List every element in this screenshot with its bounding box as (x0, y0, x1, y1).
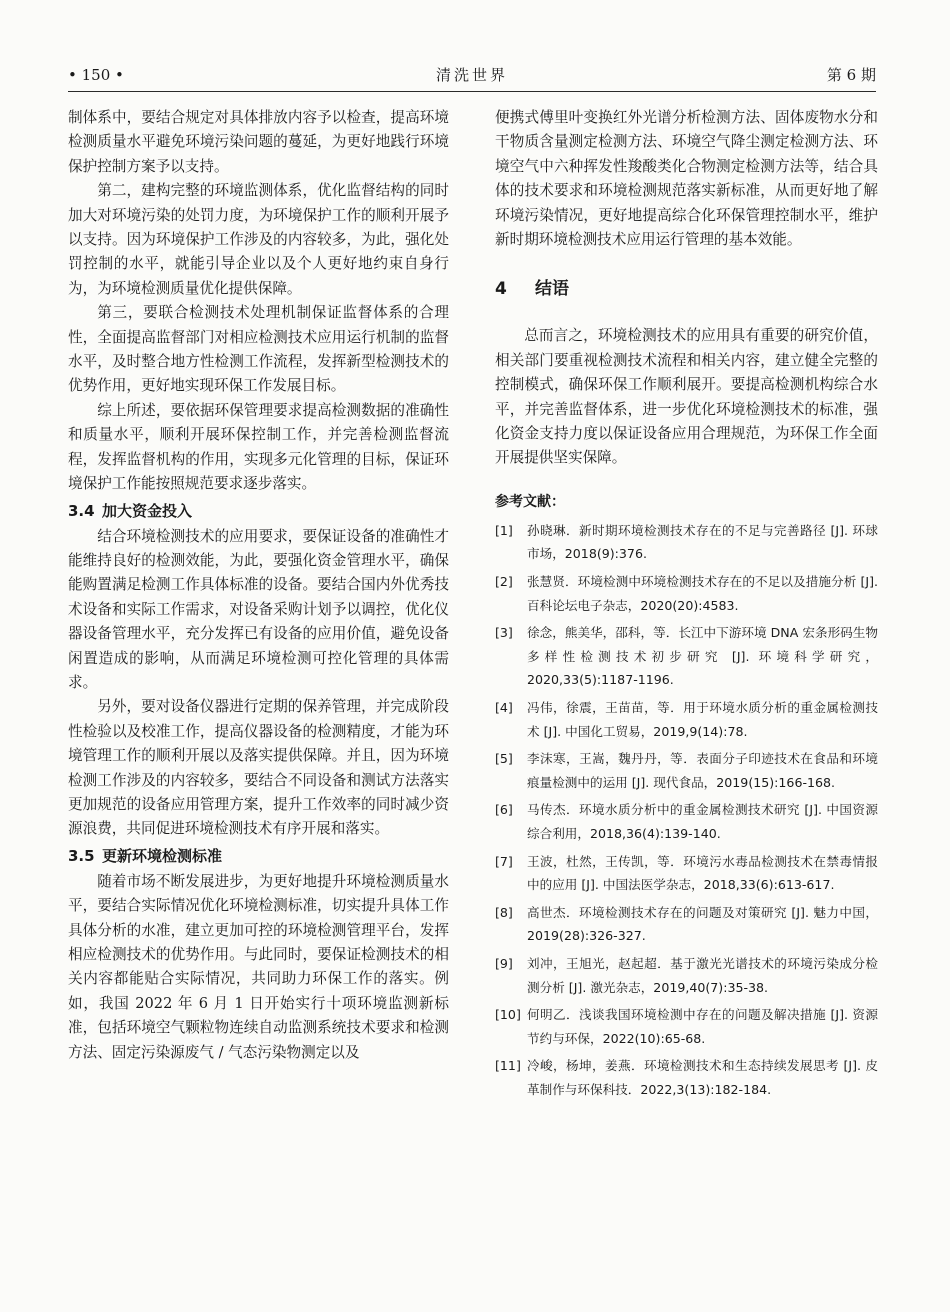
reference-item (495, 1003, 878, 1050)
paragraph: 总而言之，环境检测技术的应用具有重要的研究价值，相关部门要重视检测技术流程和相关内容，建立健全完整的控制模式，确保环保工作顺利展开。要提高检测机构综合水平，并完善监督体系，进一步优化环境检测技术的标准，强化资金支持力度以保证设备应用合理规范，为环保工作全面开展提供坚实保障。 (495, 327, 878, 467)
section-heading-3-4 (68, 497, 449, 525)
reference-number: [9] (495, 955, 513, 971)
section-title: 更新环境检测标准 (102, 846, 223, 865)
reference-text: 冷峻，杨坤，姜燕．环境检测技术和生态持续发展思考 [J]. 皮革制作与环保科技．2022,3(13):182-184. (527, 1058, 878, 1097)
journal-title: 清洗世界 (435, 66, 508, 84)
section-number: 3.4 (68, 501, 95, 520)
section-heading-4 (495, 276, 878, 302)
reference-text: 高世杰．环境检测技术存在的问题及对策研究 [J]. 魅力中国，2019(28):326-327. (527, 904, 878, 944)
paragraph: 随着市场不断发展进步，为更好地提升环境检测质量水平，要结合实际情况优化环境检测标准，切实提升具体工作具体分析的水准，建立更加可控的环境检测管理平台，发挥相应检测技术的优势作用。与此同时，要保证检测技术的相关内容都能贴合实际情况，共同助力环保工作的落实。例如，我国 2022 年 6 月 1 日开始实行十项环境监测新标准，包括环境空气颗粒物连续自动监测系统技术要求和检测方法、固定污染源废气 / 气态污染物测定以及 (68, 872, 449, 1061)
left-column (68, 106, 449, 1065)
reference-item (495, 747, 878, 794)
reference-text: 冯伟，徐震，王苗苗，等．用于环境水质分析的重金属检测技术 [J]. 中国化工贸易，2019,9(14):78. (527, 700, 878, 739)
reference-item (495, 696, 878, 743)
reference-number: [7] (495, 853, 513, 869)
reference-text: 李沫寒，王嵩，魏丹丹，等．表面分子印迹技术在食品和环境痕量检测中的运用 [J]. 现代食品，2019(15):166-168. (527, 751, 878, 790)
references-heading: 参考文献： (495, 493, 565, 510)
paragraph: 综上所述，要依据环保管理要求提高检测数据的准确性和质量水平，顺利开展环保控制工作，并完善检测监督流程，发挥监督机构的作用，实现多元化管理的目标，保证环境保护工作能按照规范要求逐步落实。 (68, 401, 449, 493)
reference-list (495, 519, 878, 1102)
reference-item (495, 952, 878, 999)
reference-text: 张慧贤．环境检测中环境检测技术存在的不足以及措施分析 [J]. 百科论坛电子杂志，2020(20):4583. (527, 574, 878, 613)
section-number: 4 (495, 279, 507, 300)
reference-text: 何明乙．浅谈我国环境检测中存在的问题及解决措施 [J]. 资源节约与环保，2022(10):65-68. (527, 1007, 878, 1046)
reference-number: [2] (495, 574, 513, 590)
paragraph: 制体系中，要结合规定对具体排放内容予以检查，提高环境检测质量水平避免环境污染问题的蔓延，为更好地践行环境保护控制方案予以支持。 (68, 109, 449, 175)
reference-number: [5] (495, 751, 513, 767)
reference-number: [11] (495, 1058, 521, 1074)
section-title: 加大资金投入 (102, 501, 193, 520)
page-number: • 150 • (68, 66, 124, 84)
paragraph: 便携式傅里叶变换红外光谱分析检测方法、固体废物水分和干物质含量测定检测方法、环境空气降尘测定检测方法、环境空气中六种挥发性羧酸类化合物测定检测方法等，结合具体的技术要求和环境检测规范落实新标准，从而更好地了解环境污染情况，更好地提高综合化环保管理控制水平，维护新时期环境检测技术应用运行管理的基本效能。 (495, 109, 878, 249)
reference-item (495, 798, 878, 845)
paragraph: 第三，要联合检测技术处理机制保证监督体系的合理性，全面提高监督部门对相应检测技术应用运行机制的监督水平，及时整合地方性检测工作流程，发挥新型检测技术的优势作用，更好地实现环保工作发展目标。 (68, 304, 449, 395)
reference-item (495, 519, 878, 566)
reference-number: [10] (495, 1007, 521, 1023)
reference-text: 徐念，熊美华，邵科，等．长江中下游环境 DNA 宏条形码生物多样性检测技术初步研究 [J]. 环境科学研究，2020,33(5):1187-1196. (527, 625, 878, 688)
paragraph: 结合环境检测技术的应用要求，要保证设备的准确性才能维持良好的检测效能，为此，要强化资金管理水平，确保能购置满足检测工作具体标准的设备。要结合国内外优秀技术设备和实际工作需求，对设备采购计划予以调控，优化仪器设备管理水平，充分发挥已有设备的应用价值，避免设备闲置造成的影响，从而满足环境检测可控化管理的具体需求。 (68, 527, 449, 691)
reference-number: [8] (495, 904, 513, 920)
right-column (495, 106, 878, 1106)
reference-number: [6] (495, 802, 513, 818)
reference-number: [3] (495, 625, 513, 641)
reference-item (495, 850, 878, 897)
reference-text: 孙晓琳．新时期环境检测技术存在的不足与完善路径 [J]. 环球市场，2018(9):376. (527, 522, 878, 562)
header-rule (68, 91, 876, 92)
paragraph: 第二，建构完整的环境监测体系，优化监督结构的同时加大对环境污染的处罚力度，为环境保护工作的顺利开展予以支持。因为环境保护工作涉及的内容较多，为此，强化处罚控制的水平，就能引导企业以及个人更好地约束自身行为，为环境检测质量优化提供保障。 (68, 182, 449, 297)
section-heading-3-5 (68, 842, 449, 870)
reference-item (495, 901, 878, 948)
reference-item (495, 1054, 878, 1101)
reference-text: 刘冲，王旭光，赵起超．基于激光光谱技术的环境污染成分检测分析 [J]. 激光杂志，2019,40(7):35-38. (527, 955, 878, 995)
section-title: 结语 (535, 279, 569, 300)
reference-text: 马传杰．环境水质分析中的重金属检测技术研究 [J]. 中国资源综合利用，2018,36(4):139-140. (527, 802, 878, 841)
running-header (68, 62, 876, 88)
reference-text: 王波，杜然，王传凯，等．环境污水毒品检测技术在禁毒情报中的应用 [J]. 中国法医学杂志，2018,33(6):613-617. (527, 853, 878, 893)
reference-item (495, 621, 878, 692)
section-number: 3.5 (68, 846, 95, 865)
reference-item (495, 570, 878, 617)
issue-number: 第 6 期 (826, 66, 876, 84)
reference-number: [4] (495, 700, 513, 716)
reference-number: [1] (495, 522, 513, 538)
paragraph: 另外，要对设备仪器进行定期的保养管理，并完成阶段性检验以及校准工作，提高仪器设备的检测精度，才能为环境管理工作的顺利开展以及落实提供保障。并且，因为环境检测工作涉及的内容较多，要结合不同设备和测试方法落实更加规范的设备应用管理方案，提升工作效率的同时减少资源浪费，共同促进环境检测技术有序开展和落实。 (68, 698, 449, 838)
